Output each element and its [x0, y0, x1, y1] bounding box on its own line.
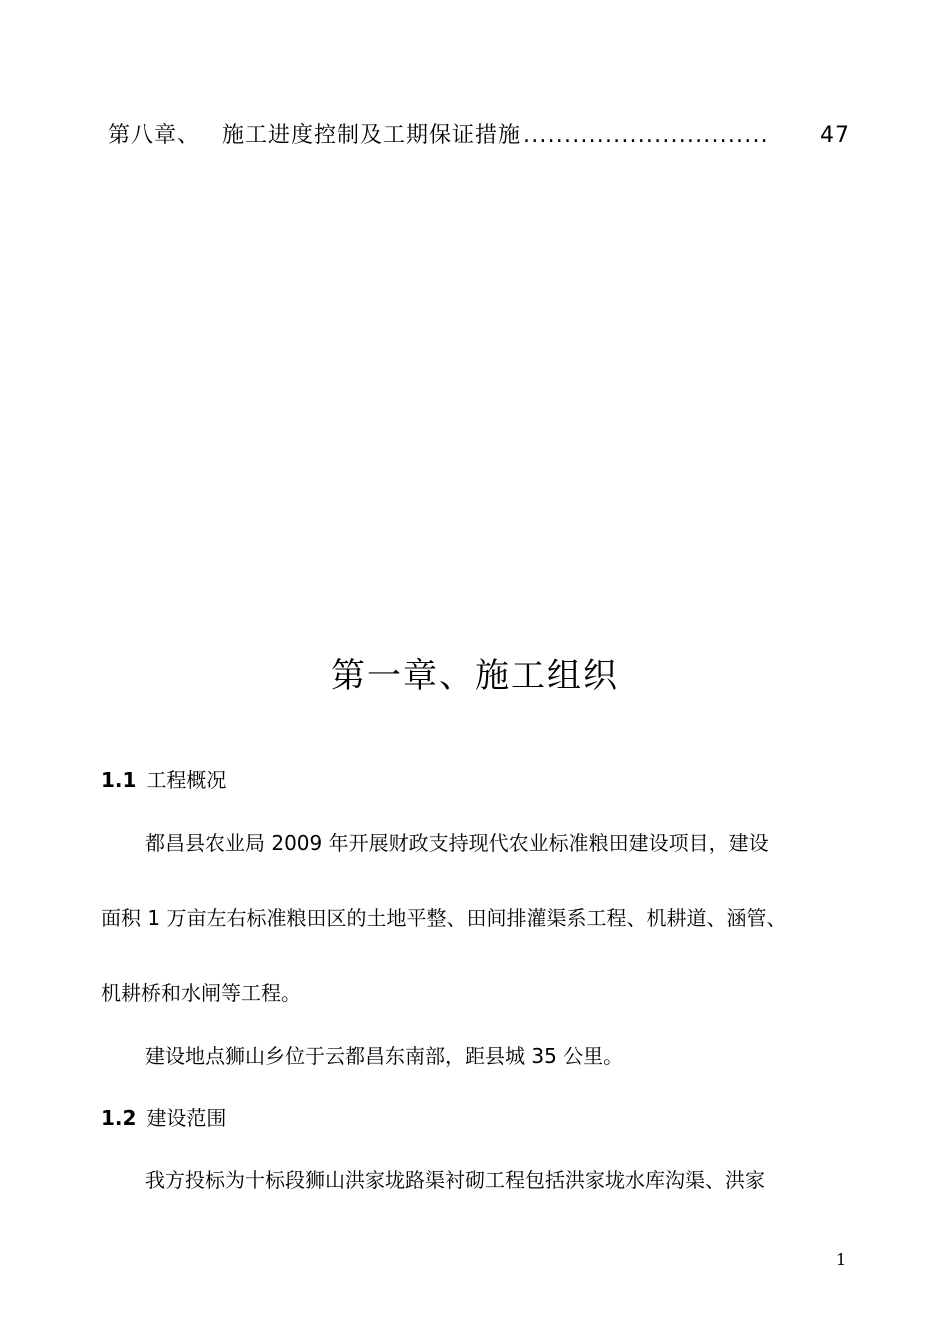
paragraph-line: 面积 1 万亩左右标准粮田区的土地平整、田间排灌渠系工程、机耕道、涵管、: [101, 906, 787, 930]
section-number: 1.1: [101, 768, 137, 792]
toc-entry-title: 施工进度控制及工期保证措施: [222, 123, 522, 148]
section-heading: [101, 766, 226, 794]
chapter-title: 第一章、施工组织: [331, 656, 619, 696]
toc-page-number: 47: [820, 123, 850, 148]
paragraph-line: 我方投标为十标段狮山洪家垅路渠衬砌工程包括洪家垅水库沟渠、洪家: [145, 1168, 765, 1192]
page-number: 1: [836, 1250, 847, 1269]
toc-chapter-label: 第八章、: [108, 123, 201, 148]
paragraph-line: 建设地点狮山乡位于云都昌东南部，距县城 35 公里。: [145, 1044, 624, 1068]
toc-entry[interactable]: [108, 120, 850, 152]
paragraph-line: 机耕桥和水闸等工程。: [101, 981, 301, 1005]
paragraph-line: 都昌县农业局 2009 年开展财政支持现代农业标准粮田建设项目，建设: [145, 831, 769, 855]
toc-leader-dots: ..............................: [523, 123, 769, 148]
section-heading: [101, 1104, 226, 1132]
section-title: 建设范围: [146, 1106, 227, 1130]
section-number: 1.2: [101, 1106, 137, 1130]
section-title: 工程概况: [146, 768, 227, 792]
